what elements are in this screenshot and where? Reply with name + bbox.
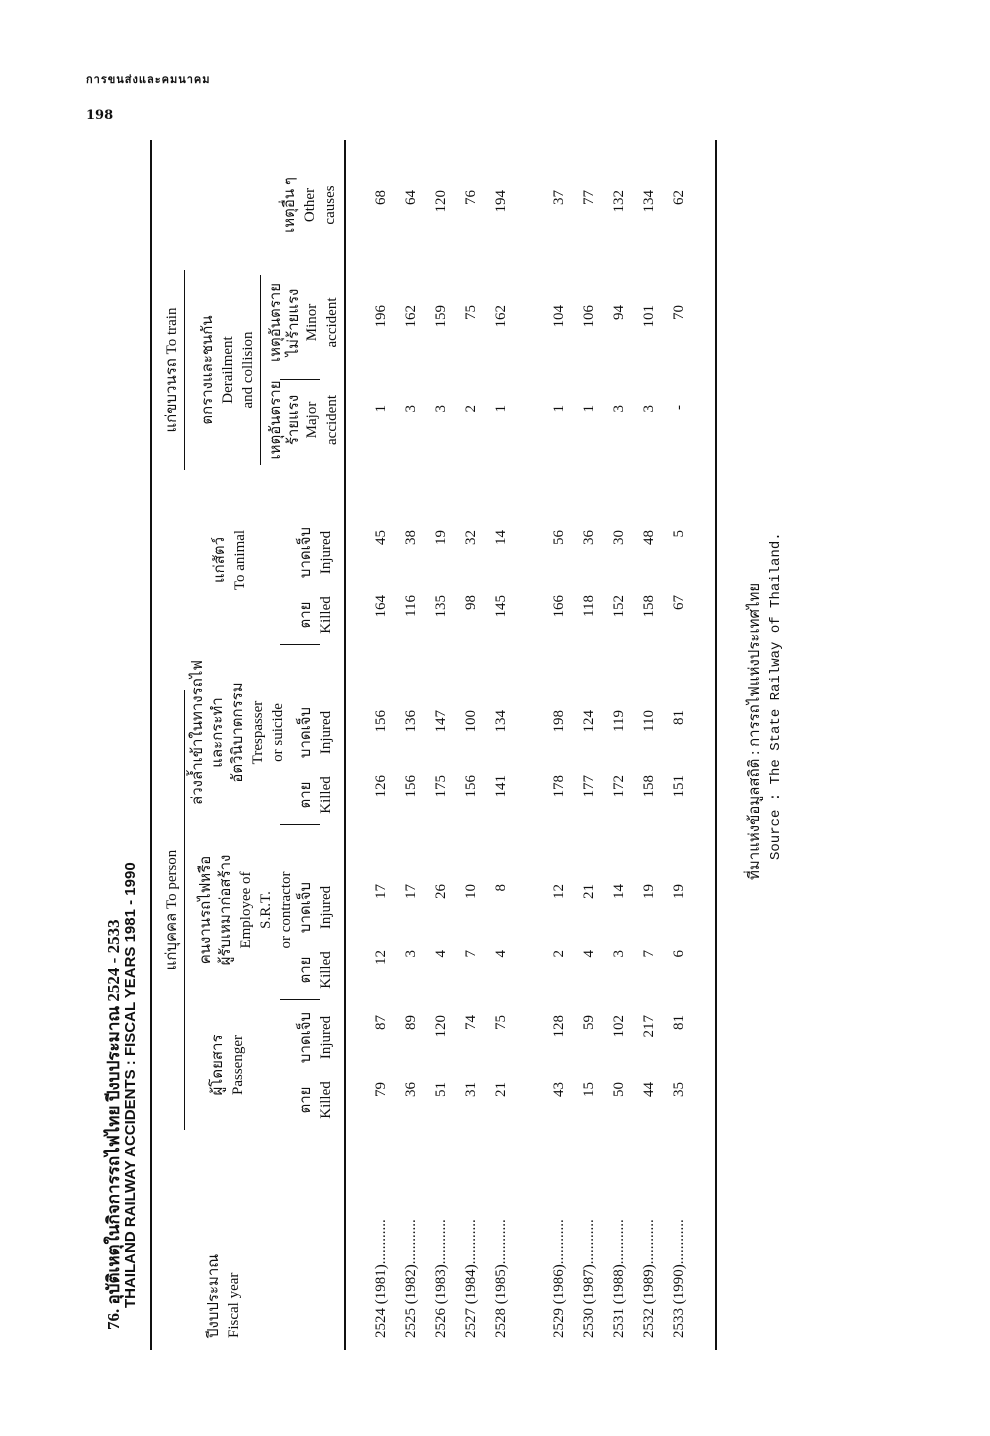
table-cell-tk: 172 bbox=[611, 775, 627, 798]
table-cell-pk: 44 bbox=[641, 1082, 657, 1097]
minor-header-thai-1: เหตุอันตราย bbox=[268, 282, 284, 363]
table-cell-maj: 2 bbox=[463, 405, 479, 413]
employee-header-thai-2: ผู้รับเหมาก่อสร้าง bbox=[218, 854, 234, 966]
table-cell-min: 94 bbox=[611, 305, 627, 320]
derailment-header-thai: ตกรางและชนกัน bbox=[200, 315, 216, 425]
table-cell-ek: 4 bbox=[433, 950, 449, 958]
other-header-thai: เหตุอื่น ๆ bbox=[282, 177, 298, 233]
row-fiscal-year: 2525 (1982)............ bbox=[403, 1219, 419, 1338]
table-cell-oth: 132 bbox=[611, 190, 627, 213]
table-cell-maj: 1 bbox=[581, 405, 597, 413]
employee-killed-en: Killed bbox=[318, 951, 334, 989]
table-cell-maj: 1 bbox=[551, 405, 567, 413]
major-header-thai-2: ร้ายแรง bbox=[286, 394, 302, 446]
passenger-killed-th: ตาย bbox=[298, 1086, 314, 1114]
table-cell-ti: 81 bbox=[671, 710, 687, 725]
employee-header-thai-1: คนงานรถไฟหรือ bbox=[198, 855, 214, 965]
table-cell-ek: 3 bbox=[403, 950, 419, 958]
table-cell-pi: 75 bbox=[493, 1015, 509, 1030]
table-cell-tk: 141 bbox=[493, 775, 509, 798]
table-cell-ti: 124 bbox=[581, 710, 597, 733]
table-cell-ei: 10 bbox=[463, 884, 479, 899]
other-header-english-1: Other bbox=[302, 187, 318, 223]
row-fiscal-year: 2533 (1990)............ bbox=[671, 1219, 687, 1338]
table-cell-ti: 100 bbox=[463, 710, 479, 733]
table-cell-maj: 1 bbox=[373, 405, 389, 413]
table-cell-ai: 45 bbox=[373, 530, 389, 545]
row-fiscal-year: 2530 (1987)............ bbox=[581, 1219, 597, 1338]
rotated-table bbox=[100, 110, 820, 1390]
table-cell-min: 104 bbox=[551, 305, 567, 328]
table-cell-pi: 81 bbox=[671, 1015, 687, 1030]
table-cell-ei: 12 bbox=[551, 884, 567, 899]
animal-killed-en: Killed bbox=[318, 596, 334, 634]
table-cell-ti: 147 bbox=[433, 710, 449, 733]
table-cell-ek: 3 bbox=[611, 950, 627, 958]
trespasser-injured-th: บาดเจ็บ bbox=[298, 706, 314, 759]
table-cell-min: 196 bbox=[373, 305, 389, 328]
table-cell-ek: 4 bbox=[581, 950, 597, 958]
animal-injured-th: บาดเจ็บ bbox=[298, 526, 314, 579]
row-fiscal-year: 2531 (1988)............ bbox=[611, 1219, 627, 1338]
employee-injured-th: บาดเจ็บ bbox=[298, 881, 314, 934]
trespasser-killed-th: ตาย bbox=[298, 781, 314, 809]
table-cell-oth: 64 bbox=[403, 190, 419, 205]
minor-header-english-2: accident bbox=[324, 297, 340, 348]
other-header-english-2: causes bbox=[322, 185, 338, 225]
source-thai: ที่มาแห่งข้อมูลสถิติ : การรถไฟแห่งประเทศไทย bbox=[747, 582, 763, 880]
major-header-english-2: accident bbox=[324, 395, 340, 445]
row-fiscal-year: 2527 (1984)............ bbox=[463, 1219, 479, 1338]
table-cell-ai: 48 bbox=[641, 530, 657, 545]
table-cell-oth: 62 bbox=[671, 190, 687, 205]
table-cell-ak: 67 bbox=[671, 595, 687, 610]
table-cell-pi: 102 bbox=[611, 1015, 627, 1038]
animal-header-english: To animal bbox=[232, 529, 248, 591]
major-header-thai-1: เหตุอันตราย bbox=[268, 380, 284, 460]
trespasser-killed-en: Killed bbox=[318, 776, 334, 814]
table-cell-pk: 31 bbox=[463, 1082, 479, 1097]
derailment-header-english-2: and collision bbox=[240, 331, 256, 409]
table-cell-oth: 76 bbox=[463, 190, 479, 205]
table-cell-maj: 1 bbox=[493, 405, 509, 413]
table-cell-pk: 51 bbox=[433, 1082, 449, 1097]
trespasser-header-thai-2: และกระทำ bbox=[210, 697, 226, 768]
table-cell-pk: 43 bbox=[551, 1082, 567, 1097]
table-cell-pk: 50 bbox=[611, 1082, 627, 1097]
table-cell-pk: 21 bbox=[493, 1082, 509, 1097]
trespasser-header-english-2: or suicide bbox=[270, 703, 286, 762]
table-cell-oth: 120 bbox=[433, 190, 449, 213]
source-english: Source : The State Railway of Thailand. bbox=[768, 532, 784, 860]
table-cell-ak: 145 bbox=[493, 595, 509, 618]
row-fiscal-year: 2528 (1985)............ bbox=[493, 1219, 509, 1338]
table-cell-ai: 56 bbox=[551, 530, 567, 545]
table-cell-ek: 6 bbox=[671, 950, 687, 958]
to-person-header: แก่บุคคล To person bbox=[164, 849, 180, 971]
table-cell-ai: 30 bbox=[611, 530, 627, 545]
row-fiscal-year: 2524 (1981)............ bbox=[373, 1219, 389, 1338]
table-cell-tk: 126 bbox=[373, 775, 389, 798]
table-cell-ei: 19 bbox=[641, 884, 657, 899]
table-cell-ti: 156 bbox=[373, 710, 389, 733]
table-cell-maj: 3 bbox=[433, 405, 449, 413]
table-cell-min: 162 bbox=[403, 305, 419, 328]
table-cell-pk: 15 bbox=[581, 1082, 597, 1097]
table-cell-oth: 134 bbox=[641, 190, 657, 213]
table-cell-ti: 110 bbox=[641, 710, 657, 732]
row-fiscal-year: 2526 (1983)............ bbox=[433, 1219, 449, 1338]
table-cell-ek: 7 bbox=[463, 950, 479, 958]
table-cell-ak: 118 bbox=[581, 595, 597, 617]
table-cell-ei: 19 bbox=[671, 884, 687, 899]
table-cell-min: 159 bbox=[433, 305, 449, 328]
table-cell-tk: 158 bbox=[641, 775, 657, 798]
employee-header-english-1: Employee of bbox=[238, 871, 254, 949]
derailment-header-english-1: Derailment bbox=[220, 336, 236, 404]
animal-header-thai: แก่สัตว์ bbox=[212, 536, 228, 584]
employee-header-english-2: S.R.T. bbox=[258, 891, 274, 929]
table-cell-pk: 35 bbox=[671, 1082, 687, 1097]
animal-killed-th: ตาย bbox=[298, 601, 314, 629]
table-cell-ai: 5 bbox=[671, 530, 687, 538]
table-cell-maj: 3 bbox=[641, 405, 657, 413]
passenger-injured-th: บาดเจ็บ bbox=[298, 1011, 314, 1064]
table-cell-pk: 36 bbox=[403, 1082, 419, 1097]
employee-header-english-3: or contractor bbox=[278, 871, 294, 949]
table-cell-pi: 120 bbox=[433, 1015, 449, 1038]
trespasser-injured-en: Injured bbox=[318, 710, 334, 755]
table-cell-min: 162 bbox=[493, 305, 509, 328]
table-cell-tk: 178 bbox=[551, 775, 567, 798]
major-header-english-1: Major bbox=[304, 401, 320, 439]
table-cell-ak: 164 bbox=[373, 595, 389, 618]
table-cell-maj: 3 bbox=[611, 405, 627, 413]
table-cell-ak: 166 bbox=[551, 595, 567, 618]
employee-injured-en: Injured bbox=[318, 885, 334, 930]
to-train-header: แก่ขบวนรถ To train bbox=[164, 307, 180, 433]
table-cell-ek: 4 bbox=[493, 950, 509, 958]
table-cell-ei: 17 bbox=[403, 884, 419, 899]
table-cell-ek: 12 bbox=[373, 950, 389, 965]
table-cell-ai: 38 bbox=[403, 530, 419, 545]
page-number: 198 bbox=[86, 108, 114, 123]
table-cell-ei: 17 bbox=[373, 884, 389, 899]
table-cell-oth: 77 bbox=[581, 190, 597, 205]
table-cell-pi: 217 bbox=[641, 1015, 657, 1038]
table-cell-ai: 32 bbox=[463, 530, 479, 545]
table-cell-tk: 151 bbox=[671, 775, 687, 798]
passenger-header-thai: ผู้โดยสาร bbox=[210, 1034, 226, 1096]
table-cell-ti: 198 bbox=[551, 710, 567, 733]
employee-killed-th: ตาย bbox=[298, 956, 314, 984]
table-cell-maj: 3 bbox=[403, 405, 419, 413]
table-cell-oth: 68 bbox=[373, 190, 389, 205]
trespasser-header-thai-1: ล่วงล้ำเข้าในทางรถไฟ bbox=[190, 660, 206, 805]
table-cell-pi: 89 bbox=[403, 1015, 419, 1030]
table-cell-ai: 36 bbox=[581, 530, 597, 545]
table-title-thai: 76. อุบัติเหตุในกิจการรถไฟไทย ปีงบประมาณ 2524 - 2533 bbox=[104, 919, 123, 1330]
table-title-english: THAILAND RAILWAY ACCIDENTS : FISCAL YEARS 1981 - 1990 bbox=[122, 862, 139, 1308]
table-cell-pi: 74 bbox=[463, 1015, 479, 1030]
table-cell-ak: 135 bbox=[433, 595, 449, 618]
table-cell-min: 101 bbox=[641, 305, 657, 328]
table-cell-ak: 98 bbox=[463, 595, 479, 610]
table-cell-ti: 134 bbox=[493, 710, 509, 733]
table-cell-ai: 14 bbox=[493, 530, 509, 545]
table-cell-min: 75 bbox=[463, 305, 479, 320]
table-cell-ai: 19 bbox=[433, 530, 449, 545]
table-cell-tk: 177 bbox=[581, 775, 597, 798]
trespasser-header-english-1: Trespasser bbox=[250, 700, 266, 765]
table-cell-ti: 136 bbox=[403, 710, 419, 733]
minor-header-english-1: Minor bbox=[304, 303, 320, 342]
table-cell-ei: 8 bbox=[493, 884, 509, 892]
table-cell-ei: 14 bbox=[611, 884, 627, 899]
animal-injured-en: Injured bbox=[318, 530, 334, 575]
passenger-injured-en: Injured bbox=[318, 1015, 334, 1060]
table-cell-pi: 128 bbox=[551, 1015, 567, 1038]
table-cell-pi: 87 bbox=[373, 1015, 389, 1030]
table-cell-min: 70 bbox=[671, 305, 687, 320]
table-cell-oth: 37 bbox=[551, 190, 567, 205]
table-cell-ak: 158 bbox=[641, 595, 657, 618]
passenger-killed-en: Killed bbox=[318, 1081, 334, 1119]
table-cell-tk: 175 bbox=[433, 775, 449, 798]
row-fiscal-year: 2532 (1989)............ bbox=[641, 1219, 657, 1338]
table-cell-maj: - bbox=[671, 405, 687, 410]
running-head: การขนส่งและคมนาคม bbox=[86, 73, 211, 86]
table-cell-ei: 21 bbox=[581, 884, 597, 899]
table-body bbox=[100, 110, 820, 1390]
table-cell-tk: 156 bbox=[463, 775, 479, 798]
table-cell-ek: 7 bbox=[641, 950, 657, 958]
table-cell-pi: 59 bbox=[581, 1015, 597, 1030]
passenger-header-english: Passenger bbox=[230, 1035, 246, 1095]
table-cell-min: 106 bbox=[581, 305, 597, 328]
table-cell-ak: 152 bbox=[611, 595, 627, 618]
table-cell-oth: 194 bbox=[493, 190, 509, 213]
fiscal-year-header-thai: ปีงบประมาณ bbox=[206, 1253, 222, 1338]
minor-header-thai-2: ไม่ร้ายแรง bbox=[286, 288, 302, 357]
fiscal-year-header-english: Fiscal year bbox=[226, 1272, 242, 1338]
table-cell-ti: 119 bbox=[611, 710, 627, 732]
table-cell-pk: 79 bbox=[373, 1082, 389, 1097]
table-cell-tk: 156 bbox=[403, 775, 419, 798]
table-cell-ei: 26 bbox=[433, 884, 449, 899]
table-cell-ek: 2 bbox=[551, 950, 567, 958]
trespasser-header-thai-3: อัตวินิบาตกรรม bbox=[230, 682, 246, 783]
table-cell-ak: 116 bbox=[403, 595, 419, 617]
row-fiscal-year: 2529 (1986)............ bbox=[551, 1219, 567, 1338]
